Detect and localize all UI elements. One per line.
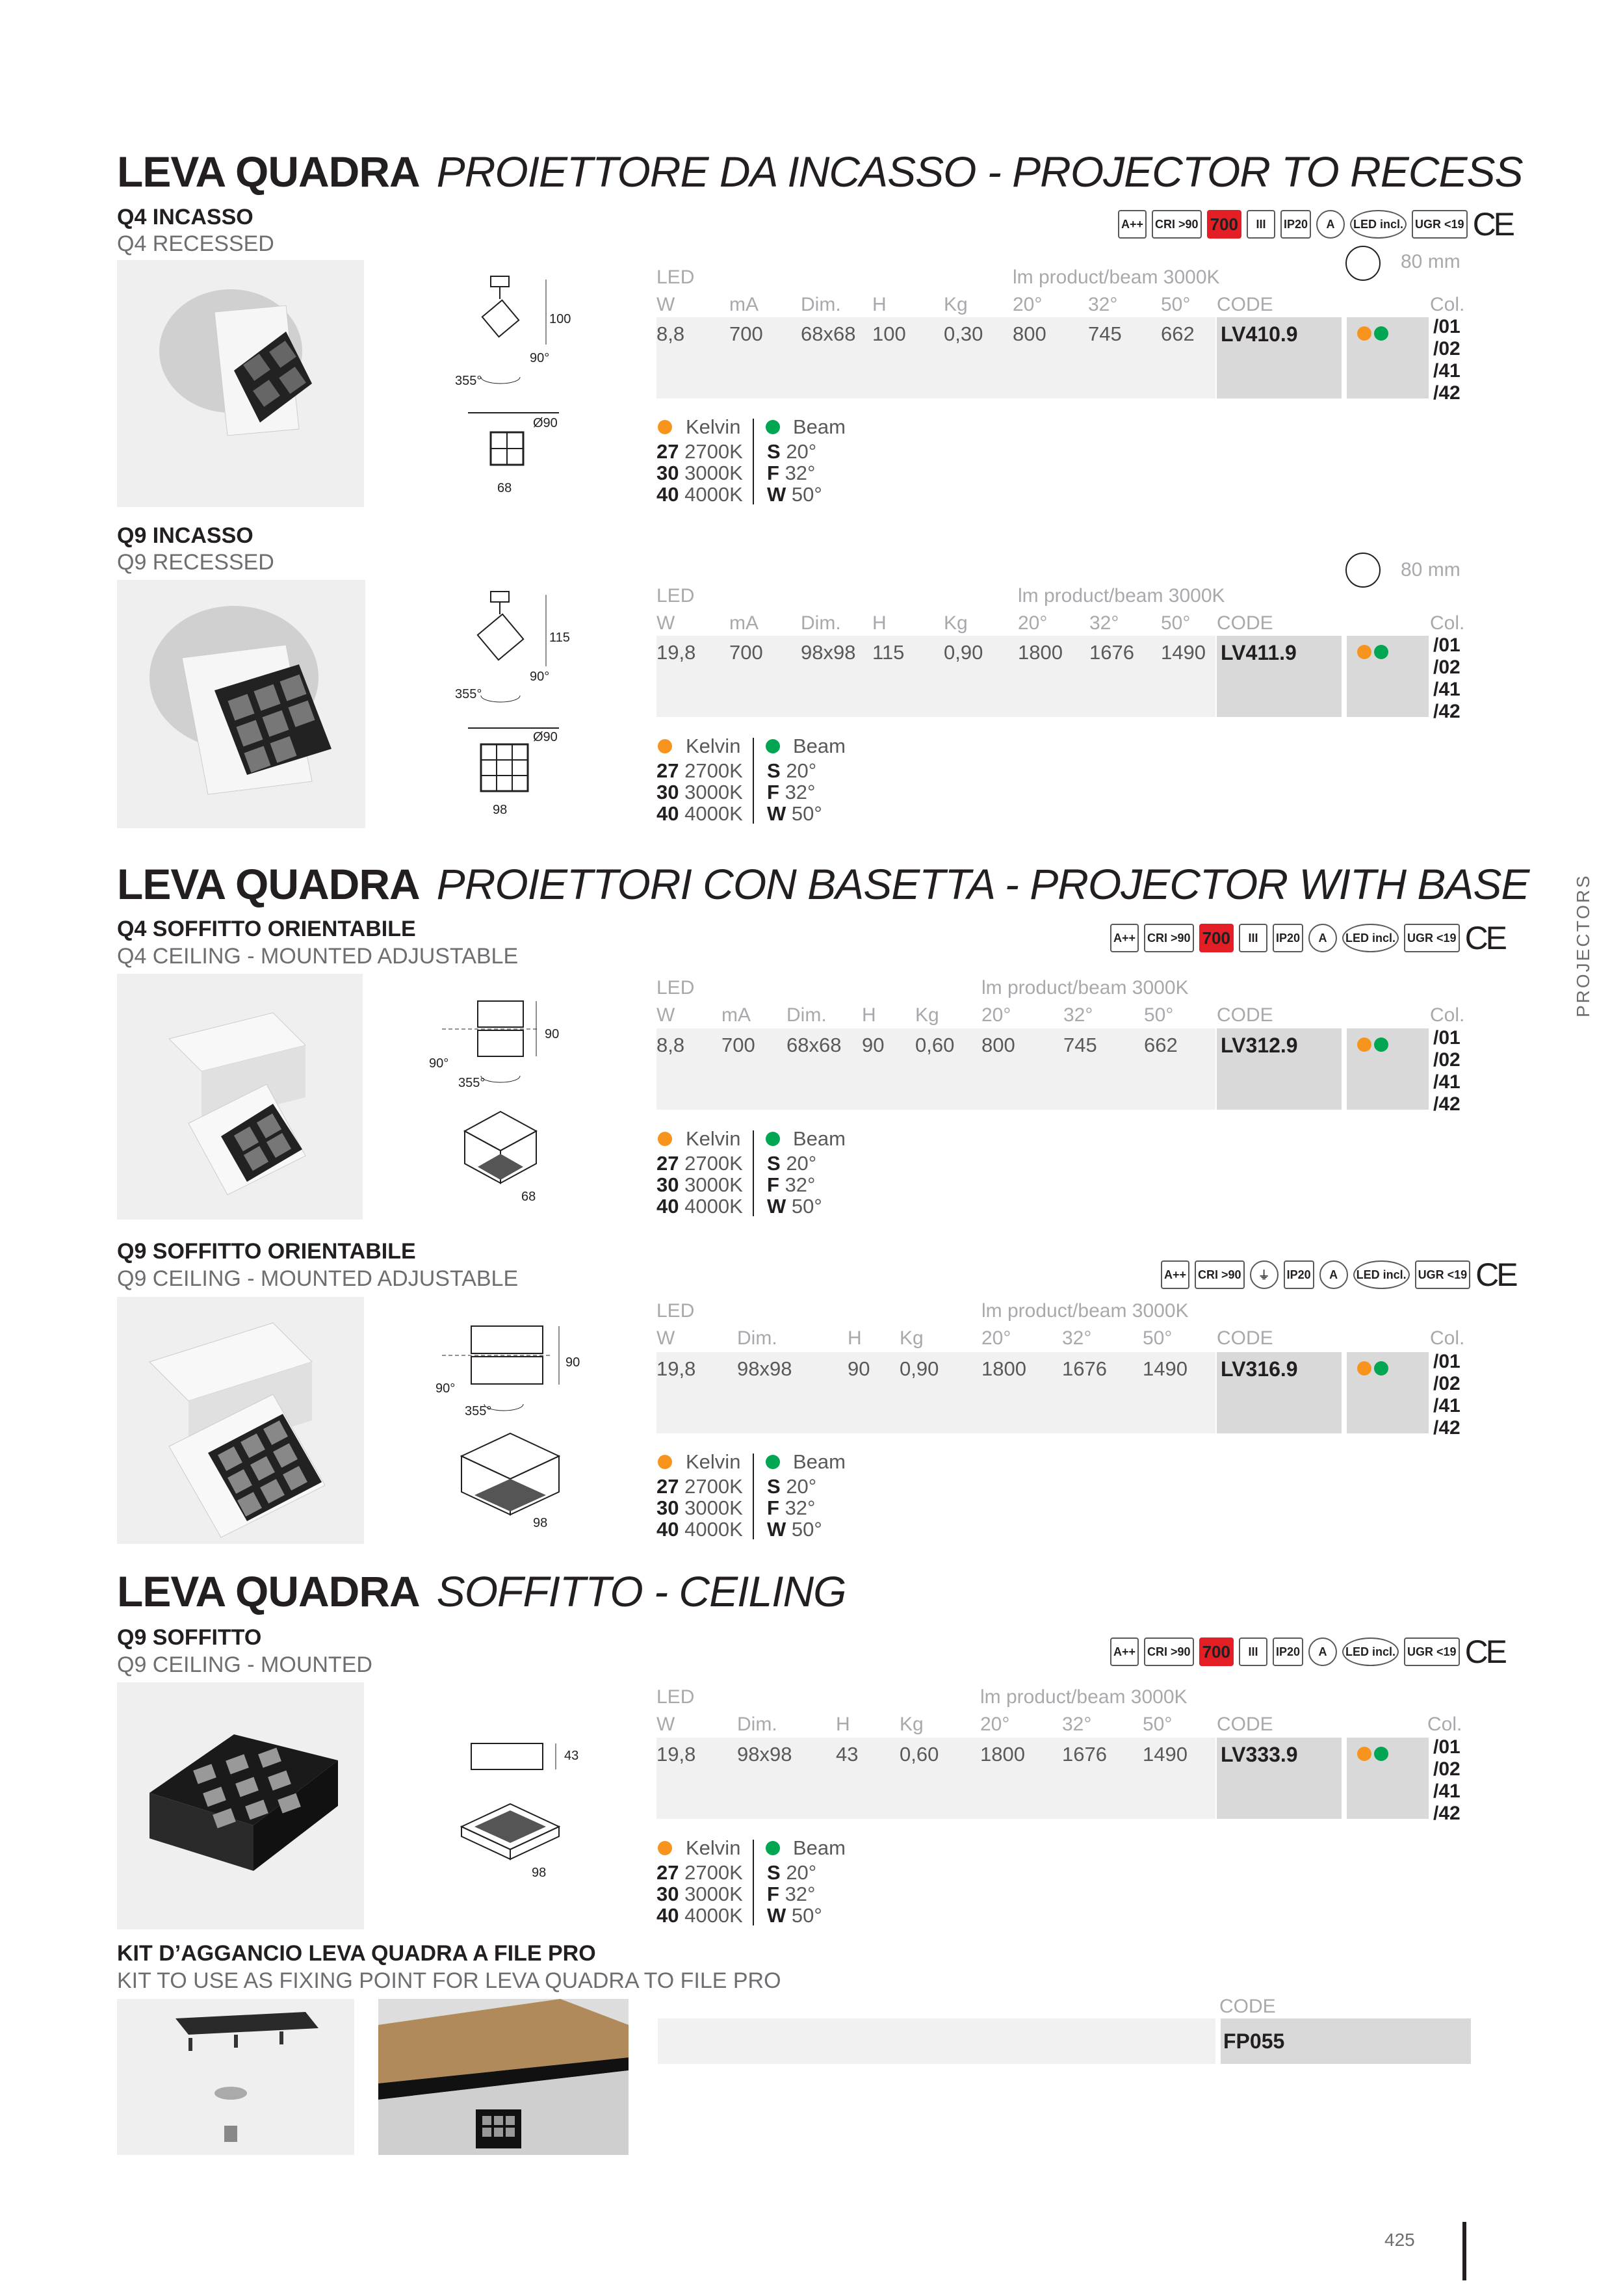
cutout-icon — [1345, 246, 1381, 281]
col-header: 20° — [1018, 612, 1048, 634]
col-header: mA — [729, 612, 759, 634]
cutout-size: 80 mm — [1401, 559, 1461, 581]
color-code: /01 — [1433, 316, 1461, 337]
ce-mark-icon: CE — [1472, 206, 1513, 242]
color-codes — [1433, 1027, 1461, 1115]
color-codes — [1433, 1736, 1461, 1825]
current-700-icon: 700 — [1199, 1637, 1234, 1666]
color-codes — [1433, 634, 1461, 723]
orange-dot-icon — [1357, 1037, 1371, 1052]
color-code: /02 — [1433, 338, 1461, 359]
col-header: 20° — [981, 1004, 1011, 1026]
kit-title: KIT D’AGGANCIO LEVA QUADRA A FILE PRO — [117, 1941, 596, 1966]
product-name: Q9 INCASSO — [117, 523, 253, 548]
section-title — [117, 147, 1523, 196]
product-code: LV312.9 — [1221, 1034, 1298, 1057]
cell: 1800 — [1018, 641, 1063, 664]
kelvin-label: Kelvin — [686, 1127, 741, 1150]
beam-label: Beam — [793, 735, 846, 757]
led-label: LED — [656, 267, 695, 288]
kelvin-label: Kelvin — [686, 1450, 741, 1473]
color-code: /41 — [1433, 679, 1461, 700]
col-header: Dim. — [786, 1004, 827, 1026]
cell: 98x98 — [737, 1357, 792, 1380]
green-dot-icon — [1374, 1361, 1388, 1376]
green-dot-icon — [766, 739, 780, 753]
ip20-icon: IP20 — [1284, 1260, 1314, 1289]
product-photo — [117, 1682, 364, 1929]
col-header: W — [656, 612, 675, 634]
col-header: 50° — [1161, 612, 1191, 634]
product-name-en: Q9 CEILING - MOUNTED — [117, 1652, 372, 1677]
dim-diameter: Ø90 — [533, 416, 558, 430]
col-color-header: Col. — [1430, 612, 1465, 634]
ugr-icon: UGR <19 — [1404, 1637, 1460, 1666]
col-header: W — [656, 294, 675, 315]
dim-height: 115 — [549, 631, 570, 645]
dim-diameter: Ø90 — [533, 730, 558, 744]
dim-rotation: 355° — [465, 1404, 492, 1418]
dim-width: 68 — [521, 1190, 536, 1204]
beam-label: Beam — [793, 1836, 846, 1859]
col-header: W — [656, 1004, 675, 1026]
code-header: CODE — [1217, 1714, 1273, 1735]
col-header: H — [872, 294, 887, 315]
cell: 19,8 — [656, 1357, 696, 1380]
divider — [753, 1840, 754, 1925]
col-color-header: Col. — [1430, 294, 1465, 315]
col-header: Kg — [944, 612, 968, 634]
dim-tilt: 90° — [435, 1381, 456, 1396]
col-header: 50° — [1143, 1327, 1173, 1349]
dim-height: 90 — [565, 1355, 580, 1370]
kelvin-label: Kelvin — [686, 735, 741, 757]
energy-class-icon: A++ — [1110, 924, 1139, 952]
green-dot-icon — [766, 1455, 780, 1469]
product-name: Q4 SOFFITTO ORIENTABILE — [117, 917, 416, 941]
color-code: /01 — [1433, 1027, 1461, 1049]
cell: 800 — [981, 1034, 1015, 1056]
product-code: LV316.9 — [1221, 1357, 1298, 1381]
energy-class-icon: A++ — [1118, 210, 1147, 239]
technical-drawing — [429, 995, 578, 1209]
technical-drawing — [455, 588, 572, 822]
class-iii-icon: III — [1247, 210, 1275, 239]
cell: 100 — [872, 322, 906, 345]
product-name: Q9 SOFFITTO ORIENTABILE — [117, 1239, 416, 1264]
cri-icon: CRI >90 — [1195, 1260, 1245, 1289]
product-name-en: Q4 RECESSED — [117, 231, 274, 256]
product-name-en: Q9 RECESSED — [117, 550, 274, 575]
product-photo — [117, 580, 365, 828]
cell: 1676 — [1062, 1357, 1107, 1380]
cell: 800 — [1013, 322, 1046, 345]
cell: 662 — [1161, 322, 1195, 345]
code-header: CODE — [1217, 294, 1273, 315]
cell: 1800 — [981, 1357, 1026, 1380]
color-code: /42 — [1433, 382, 1461, 404]
cell: 8,8 — [656, 322, 685, 345]
ce-mark-icon: CE — [1464, 920, 1505, 956]
cell: 115 — [872, 641, 905, 664]
ugr-icon: UGR <19 — [1404, 924, 1460, 952]
cell: 745 — [1063, 1034, 1097, 1056]
kit-subtitle: KIT TO USE AS FIXING POINT FOR LEVA QUADRA TO FILE PRO — [117, 1968, 781, 1993]
technical-drawing — [455, 273, 572, 507]
lm-label: lm product/beam 3000K — [981, 1300, 1189, 1322]
cell: 745 — [1088, 322, 1122, 345]
color-code: /42 — [1433, 1803, 1461, 1824]
divider — [753, 419, 754, 504]
cell: 0,30 — [944, 322, 983, 345]
section-title — [117, 859, 1529, 909]
code-header: CODE — [1217, 1327, 1273, 1349]
color-code: /41 — [1433, 360, 1461, 382]
col-header: 20° — [1013, 294, 1043, 315]
col-header: 20° — [981, 1327, 1011, 1349]
col-header: Dim. — [801, 612, 841, 634]
col-header: mA — [721, 1004, 751, 1026]
cell: 0,60 — [900, 1743, 939, 1766]
dim-height: 90 — [545, 1027, 560, 1041]
orange-dot-icon — [1357, 326, 1371, 341]
ugr-icon: UGR <19 — [1415, 1260, 1471, 1289]
led-label: LED — [656, 977, 695, 998]
technical-drawing — [448, 1736, 591, 1885]
orange-dot-icon — [658, 739, 672, 753]
color-code: /42 — [1433, 1417, 1461, 1439]
led-included-icon: LED incl. — [1342, 1637, 1399, 1666]
title-bold: LEVA QUADRA — [117, 1567, 420, 1615]
energy-class-icon: A++ — [1161, 1260, 1189, 1289]
green-dot-icon — [1374, 326, 1388, 341]
dim-rotation: 355° — [455, 374, 482, 388]
orange-dot-icon — [658, 1841, 672, 1855]
cri-icon: CRI >90 — [1144, 1637, 1194, 1666]
cell: 43 — [836, 1743, 859, 1766]
dim-width: 98 — [532, 1866, 547, 1880]
cell: 90 — [848, 1357, 870, 1380]
color-code: /02 — [1433, 1373, 1461, 1394]
kelvin-label: Kelvin — [686, 415, 741, 438]
divider — [753, 1130, 754, 1216]
product-photo — [117, 260, 364, 507]
cell: 68x68 — [801, 322, 856, 345]
kit-band — [658, 2018, 1215, 2064]
ce-mark-icon: CE — [1464, 1634, 1505, 1670]
color-dots — [1357, 1037, 1388, 1055]
col-header: 32° — [1062, 1714, 1092, 1735]
col-header: W — [656, 1327, 675, 1349]
ugr-icon: UGR <19 — [1412, 210, 1468, 239]
col-color-header: Col. — [1427, 1714, 1462, 1735]
cell: 19,8 — [656, 641, 696, 664]
led-included-icon: LED incl. — [1350, 210, 1407, 239]
cell: 19,8 — [656, 1743, 696, 1766]
col-header: H — [872, 612, 887, 634]
col-header: Kg — [915, 1004, 939, 1026]
dim-rotation: 355° — [458, 1076, 486, 1090]
current-700-icon: 700 — [1199, 924, 1234, 952]
cell: 700 — [729, 641, 763, 664]
kit-code: FP055 — [1223, 2029, 1285, 2053]
divider — [753, 1454, 754, 1539]
kelvin-beam-legend: Kelvin Beam 27 2700K 30 3000K 40 4000K S 20° F 32° W 50° — [656, 415, 846, 506]
col-header: 20° — [980, 1714, 1010, 1735]
dim-rotation: 355° — [455, 687, 482, 701]
kit-photo — [117, 1999, 354, 2155]
code-header: CODE — [1217, 1004, 1273, 1026]
col-header: H — [848, 1327, 862, 1349]
product-photo — [117, 1297, 364, 1544]
color-dots — [1357, 645, 1388, 662]
cell: 90 — [862, 1034, 885, 1056]
dim-height: 100 — [549, 312, 571, 326]
current-700-icon: 700 — [1207, 210, 1241, 239]
class-iii-icon: III — [1239, 1637, 1267, 1666]
no-insulation-icon: A — [1308, 924, 1337, 952]
product-code: LV410.9 — [1221, 322, 1298, 346]
certification-icons — [1118, 205, 1513, 243]
orange-dot-icon — [658, 420, 672, 434]
beam-label: Beam — [793, 415, 846, 438]
title-italic: SOFFITTO - CEILING — [436, 1567, 846, 1615]
cutout-size: 80 mm — [1401, 251, 1461, 272]
class-iii-icon: III — [1239, 924, 1267, 952]
certification-icons — [1161, 1256, 1516, 1294]
dim-width: 98 — [533, 1516, 548, 1530]
ip20-icon: IP20 — [1280, 210, 1311, 239]
orange-dot-icon — [1357, 1361, 1371, 1376]
side-label: PROJECTORS — [1573, 874, 1593, 1017]
led-label: LED — [656, 1686, 695, 1708]
green-dot-icon — [1374, 645, 1388, 659]
orange-dot-icon — [1357, 1747, 1371, 1761]
page-number: 425 — [1384, 2230, 1415, 2250]
col-header: W — [656, 1714, 675, 1735]
beam-label: Beam — [793, 1127, 846, 1150]
col-header: Dim. — [737, 1714, 777, 1735]
green-dot-icon — [766, 1132, 780, 1146]
orange-dot-icon — [1357, 645, 1371, 659]
dim-tilt: 90° — [530, 351, 550, 365]
orange-dot-icon — [658, 1455, 672, 1469]
dim-tilt: 90° — [429, 1056, 449, 1071]
col-header: H — [836, 1714, 850, 1735]
cutout-icon — [1345, 553, 1381, 588]
lm-label: lm product/beam 3000K — [1013, 267, 1220, 288]
kelvin-beam-legend: Kelvin Beam 27 2700K 30 3000K 40 4000K S 20° F 32° W 50° — [656, 1127, 846, 1218]
product-code: LV333.9 — [1221, 1743, 1298, 1766]
title-italic: PROIETTORI CON BASETTA - PROJECTOR WITH BASE — [436, 860, 1529, 908]
kit-code-header: CODE — [1219, 1996, 1276, 2017]
col-color-header: Col. — [1430, 1004, 1465, 1026]
lm-label: lm product/beam 3000K — [981, 977, 1189, 998]
cell: 662 — [1144, 1034, 1178, 1056]
section-title — [117, 1567, 846, 1616]
kelvin-beam-legend: Kelvin Beam 27 2700K 30 3000K 40 4000K S 20° F 32° W 50° — [656, 1450, 846, 1541]
color-code: /02 — [1433, 1049, 1461, 1071]
orange-dot-icon — [658, 1132, 672, 1146]
product-name: Q9 SOFFITTO — [117, 1625, 262, 1650]
led-included-icon: LED incl. — [1342, 924, 1399, 952]
cell: 1676 — [1062, 1743, 1107, 1766]
cell: 98x98 — [801, 641, 856, 664]
page-marker — [1462, 2222, 1466, 2280]
cell: 8,8 — [656, 1034, 685, 1056]
color-codes — [1433, 1351, 1461, 1439]
color-dots — [1357, 326, 1388, 344]
title-bold: LEVA QUADRA — [117, 860, 420, 908]
kelvin-beam-legend: Kelvin Beam 27 2700K 30 3000K 40 4000K S 20° F 32° W 50° — [656, 735, 846, 825]
color-code: /02 — [1433, 657, 1461, 678]
color-code: /01 — [1433, 1736, 1461, 1758]
lm-label: lm product/beam 3000K — [1018, 585, 1225, 607]
technical-drawing — [429, 1320, 585, 1541]
cell: 1676 — [1089, 641, 1134, 664]
cell: 0,90 — [944, 641, 983, 664]
kit-installed-photo — [378, 1999, 629, 2155]
col-header: 32° — [1088, 294, 1118, 315]
cell: 68x68 — [786, 1034, 842, 1056]
color-code: /42 — [1433, 1093, 1461, 1115]
col-header: 50° — [1161, 294, 1191, 315]
cell: 700 — [721, 1034, 755, 1056]
green-dot-icon — [766, 1841, 780, 1855]
dim-height: 43 — [564, 1749, 579, 1763]
beam-label: Beam — [793, 1450, 846, 1473]
no-insulation-icon: A — [1316, 210, 1345, 239]
cell: 0,60 — [915, 1034, 955, 1056]
certification-icons — [1110, 1633, 1505, 1671]
cell: 1800 — [980, 1743, 1025, 1766]
led-included-icon: LED incl. — [1353, 1260, 1410, 1289]
color-code: /41 — [1433, 1781, 1461, 1802]
col-header: Kg — [900, 1714, 924, 1735]
product-name-en: Q4 CEILING - MOUNTED ADJUSTABLE — [117, 944, 519, 969]
cell: 1490 — [1143, 1357, 1188, 1380]
cri-icon: CRI >90 — [1144, 924, 1194, 952]
cri-icon: CRI >90 — [1152, 210, 1202, 239]
ip20-icon: IP20 — [1273, 924, 1303, 952]
color-dots — [1357, 1747, 1388, 1764]
col-header: 32° — [1062, 1327, 1092, 1349]
col-header: Kg — [944, 294, 968, 315]
col-header: mA — [729, 294, 759, 315]
col-header: Kg — [900, 1327, 924, 1349]
cell: 1490 — [1143, 1743, 1188, 1766]
product-photo-illustration — [117, 260, 364, 507]
product-name: Q4 INCASSO — [117, 205, 253, 229]
col-header: 50° — [1143, 1714, 1173, 1735]
green-dot-icon — [1374, 1747, 1388, 1761]
no-insulation-icon: A — [1319, 1260, 1348, 1289]
color-dots — [1357, 1361, 1388, 1379]
ip20-icon: IP20 — [1273, 1637, 1303, 1666]
color-codes — [1433, 316, 1461, 404]
col-header: 50° — [1144, 1004, 1174, 1026]
col-header: 32° — [1063, 1004, 1093, 1026]
product-code: LV411.9 — [1221, 641, 1297, 664]
kelvin-label: Kelvin — [686, 1836, 741, 1859]
color-code: /41 — [1433, 1395, 1461, 1416]
cell: 0,90 — [900, 1357, 939, 1380]
col-header: Dim. — [801, 294, 841, 315]
energy-class-icon: A++ — [1110, 1637, 1139, 1666]
dim-tilt: 90° — [530, 670, 550, 684]
certification-icons — [1110, 919, 1505, 957]
lm-label: lm product/beam 3000K — [980, 1686, 1188, 1708]
col-header: H — [862, 1004, 876, 1026]
product-photo — [117, 974, 363, 1220]
color-code: /02 — [1433, 1758, 1461, 1780]
green-dot-icon — [766, 420, 780, 434]
led-label: LED — [656, 585, 695, 607]
ce-mark-icon: CE — [1475, 1257, 1516, 1293]
divider — [753, 738, 754, 824]
cell: 700 — [729, 322, 763, 345]
color-code: /42 — [1433, 701, 1461, 722]
earth-icon: ⏚ — [1250, 1260, 1279, 1289]
color-code: /01 — [1433, 1351, 1461, 1372]
kelvin-beam-legend: Kelvin Beam 27 2700K 30 3000K 40 4000K S 20° F 32° W 50° — [656, 1836, 846, 1927]
cell: 1490 — [1161, 641, 1206, 664]
cell: 98x98 — [737, 1743, 792, 1766]
col-header: 32° — [1089, 612, 1119, 634]
green-dot-icon — [1374, 1037, 1388, 1052]
col-color-header: Col. — [1430, 1327, 1465, 1349]
product-name-en: Q9 CEILING - MOUNTED ADJUSTABLE — [117, 1266, 519, 1291]
title-italic: PROIETTORE DA INCASSO - PROJECTOR TO RECESS — [436, 148, 1523, 196]
color-code: /41 — [1433, 1071, 1461, 1093]
led-label: LED — [656, 1300, 695, 1322]
dim-width: 98 — [493, 803, 508, 817]
code-header: CODE — [1217, 612, 1273, 634]
dim-width: 68 — [497, 481, 512, 495]
col-header: Dim. — [737, 1327, 777, 1349]
title-bold: LEVA QUADRA — [117, 148, 420, 196]
no-insulation-icon: A — [1308, 1637, 1337, 1666]
color-code: /01 — [1433, 634, 1461, 656]
